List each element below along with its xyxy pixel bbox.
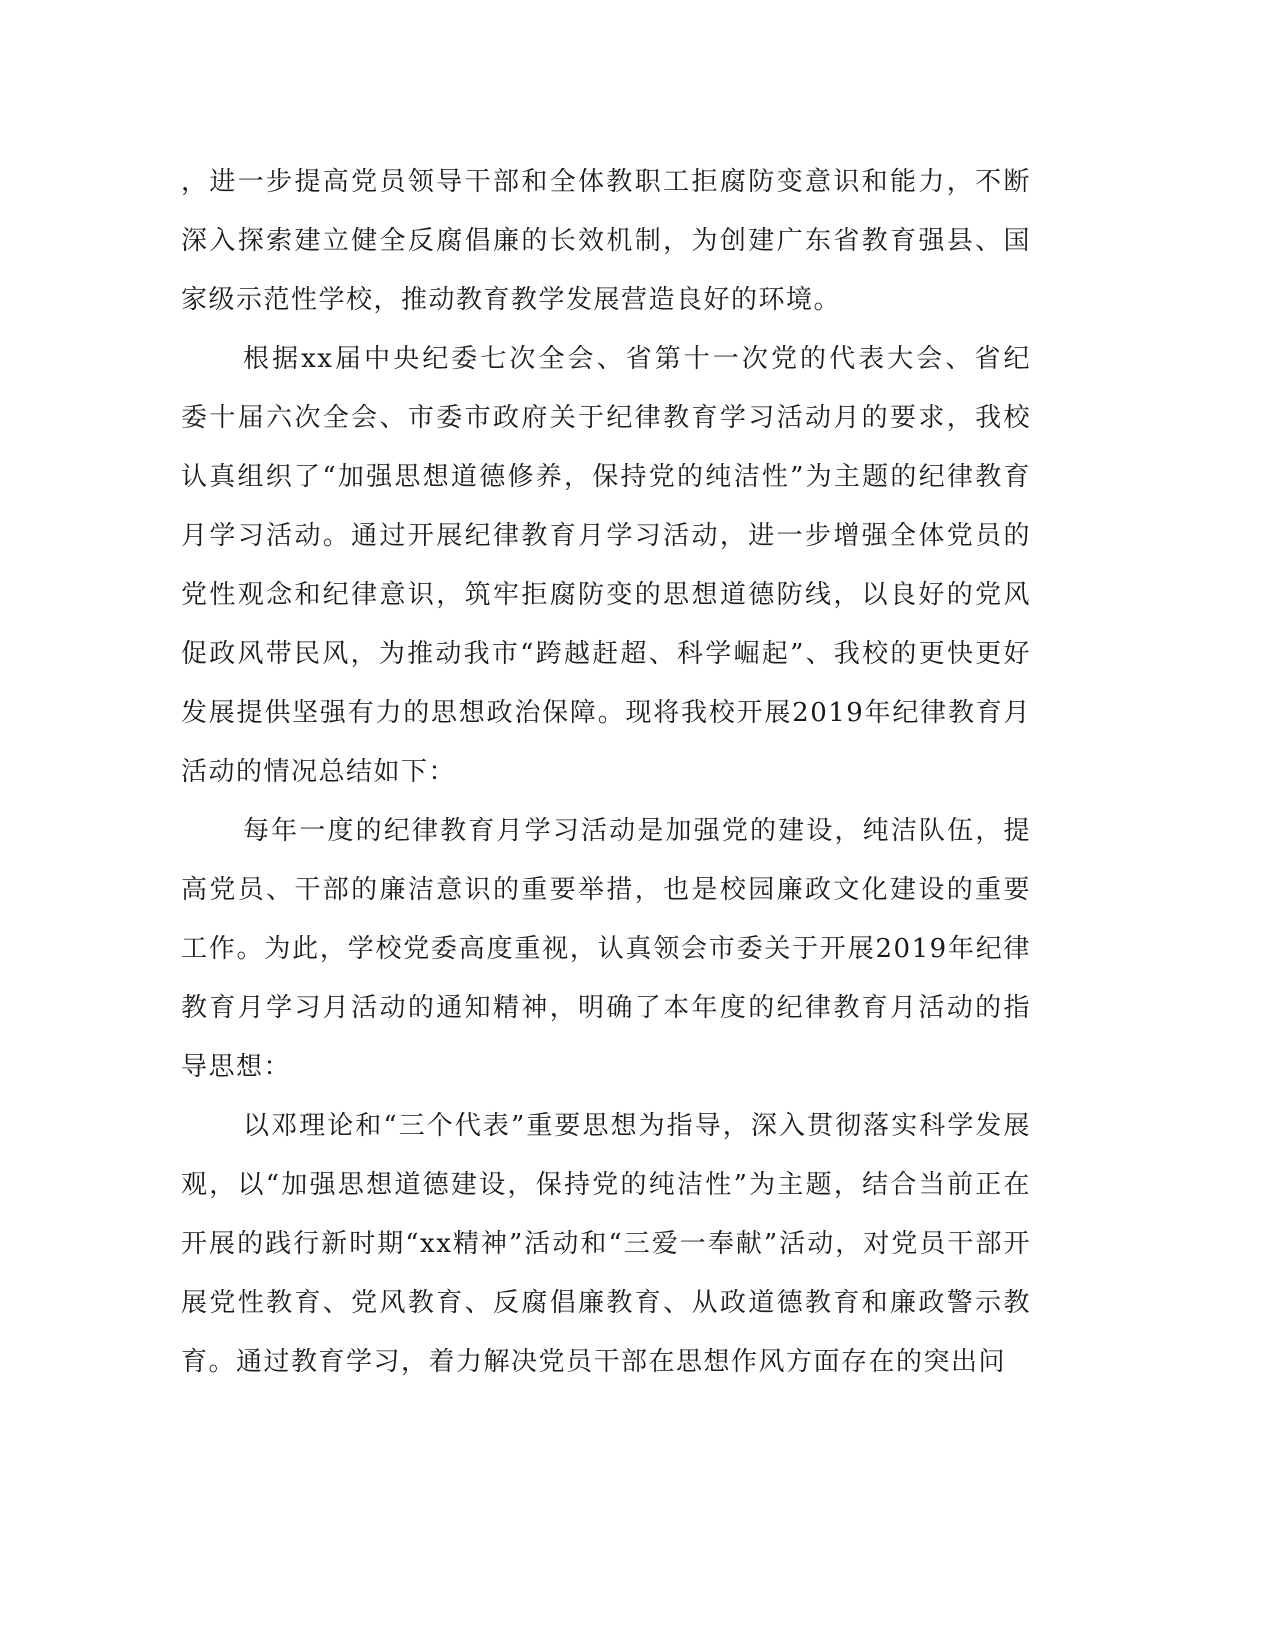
text-line: 每年一度的纪律教育月学习活动是加强党的建设，纯洁队伍，提 (243, 816, 1031, 846)
text-line: 观，以“加强思想道德建设，保持党的纯洁性”为主题，结合当前正在 (181, 1170, 1031, 1200)
paragraph-3 (181, 802, 1031, 1097)
text-line: 以邓理论和“三个代表”重要思想为指导，深入贯彻落实科学发展 (243, 1111, 1031, 1141)
text-line: 高党员、干部的廉洁意识的重要举措，也是校园廉政文化建设的重要 (181, 875, 1031, 905)
text-line: 导思想： (181, 1052, 292, 1082)
text-line: 展党性教育、党风教育、反腐倡廉教育、从政道德教育和廉政警示教 (181, 1288, 1031, 1318)
text-line: 促政风带民风，为推动我市“跨越赶超、科学崛起”、我校的更快更好 (181, 639, 1031, 669)
text-line: 开展的践行新时期“xx精神”活动和“三爱一奉献”活动，对党员干部开 (181, 1229, 1031, 1259)
paragraph-1 (181, 153, 1031, 330)
text-line: 党性观念和纪律意识，筑牢拒腐防变的思想道德防线，以良好的党风 (181, 580, 1031, 610)
text-line: 委十届六次全会、市委市政府关于纪律教育学习活动月的要求，我校 (181, 403, 1031, 433)
text-line: 工作。为此，学校党委高度重视，认真领会市委关于开展2019年纪律 (181, 934, 1031, 964)
text-line: 育。通过教育学习，着力解决党员干部在思想作风方面存在的突出问 (181, 1347, 1007, 1377)
text-line: 认真组织了“加强思想道德修养，保持党的纯洁性”为主题的纪律教育 (181, 462, 1031, 492)
text-line: 深入探索建立健全反腐倡廉的长效机制，为创建广东省教育强县、国 (181, 226, 1031, 256)
text-line: 根据xx届中央纪委七次全会、省第十一次党的代表大会、省纪 (243, 344, 1031, 374)
text-line: ，进一步提高党员领导干部和全体教职工拒腐防变意识和能力，不断 (181, 167, 1031, 197)
text-line: 发展提供坚强有力的思想政治保障。现将我校开展2019年纪律教育月 (181, 698, 1031, 728)
text-line: 活动的情况总结如下： (181, 757, 457, 787)
text-line: 家级示范性学校，推动教育教学发展营造良好的环境。 (181, 285, 842, 315)
text-line: 教育月学习月活动的通知精神，明确了本年度的纪律教育月活动的指 (181, 993, 1031, 1023)
text-line: 月学习活动。通过开展纪律教育月学习活动，进一步增强全体党员的 (181, 521, 1031, 551)
document-body (181, 153, 1031, 1392)
paragraph-2 (181, 330, 1031, 802)
paragraph-4 (181, 1097, 1031, 1392)
